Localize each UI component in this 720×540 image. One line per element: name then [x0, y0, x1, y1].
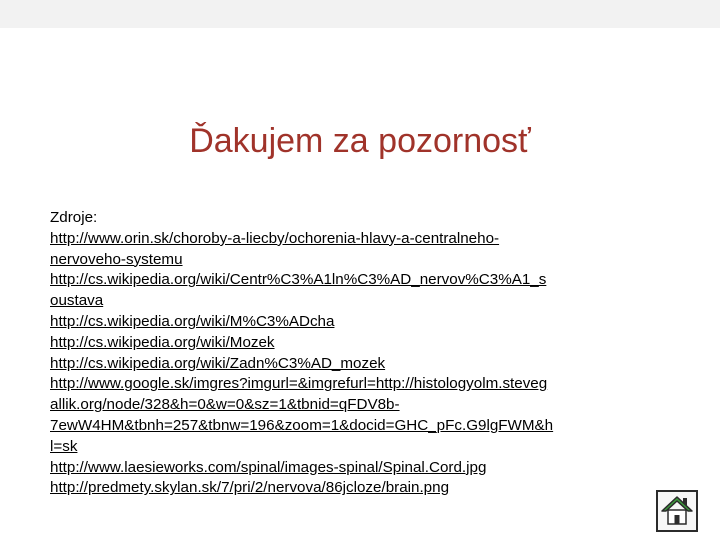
- home-button[interactable]: [656, 490, 698, 532]
- source-link[interactable]: allik.org/node/328&h=0&w=0&sz=1&tbnid=qFDV8b-: [50, 396, 400, 414]
- source-link[interactable]: http://www.google.sk/imgres?imgurl=&imgrefurl=http://histologyolm.steveg: [50, 375, 548, 393]
- source-link[interactable]: l=sk: [50, 437, 78, 455]
- home-icon: [658, 492, 696, 530]
- source-link[interactable]: 7ewW4HM&tbnh=257&tbnw=196&zoom=1&docid=GHC_pFc.G9lgFWM&h: [50, 416, 554, 434]
- sources-label: Zdroje:: [50, 209, 98, 226]
- sources-block: [50, 208, 650, 499]
- source-link[interactable]: http://predmety.skylan.sk/7/pri/2/nervova/86jcloze/brain.png: [50, 479, 450, 497]
- top-band: [0, 0, 720, 28]
- source-link[interactable]: oustava: [50, 292, 104, 310]
- source-link[interactable]: http://www.orin.sk/choroby-a-liecby/ochorenia-hlavy-a-centralneho-: [50, 229, 500, 247]
- source-link[interactable]: nervoveho-systemu: [50, 250, 183, 268]
- slide-title: Ďakujem za pozornosť: [189, 122, 531, 160]
- source-link[interactable]: http://www.laesieworks.com/spinal/images-spinal/Spinal.Cord.jpg: [50, 458, 487, 476]
- source-link[interactable]: http://cs.wikipedia.org/wiki/Zadn%C3%AD_mozek: [50, 354, 386, 372]
- source-link[interactable]: http://cs.wikipedia.org/wiki/M%C3%ADcha: [50, 312, 335, 330]
- source-link[interactable]: http://cs.wikipedia.org/wiki/Mozek: [50, 333, 275, 351]
- source-link[interactable]: http://cs.wikipedia.org/wiki/Centr%C3%A1ln%C3%AD_nervov%C3%A1_s: [50, 271, 547, 289]
